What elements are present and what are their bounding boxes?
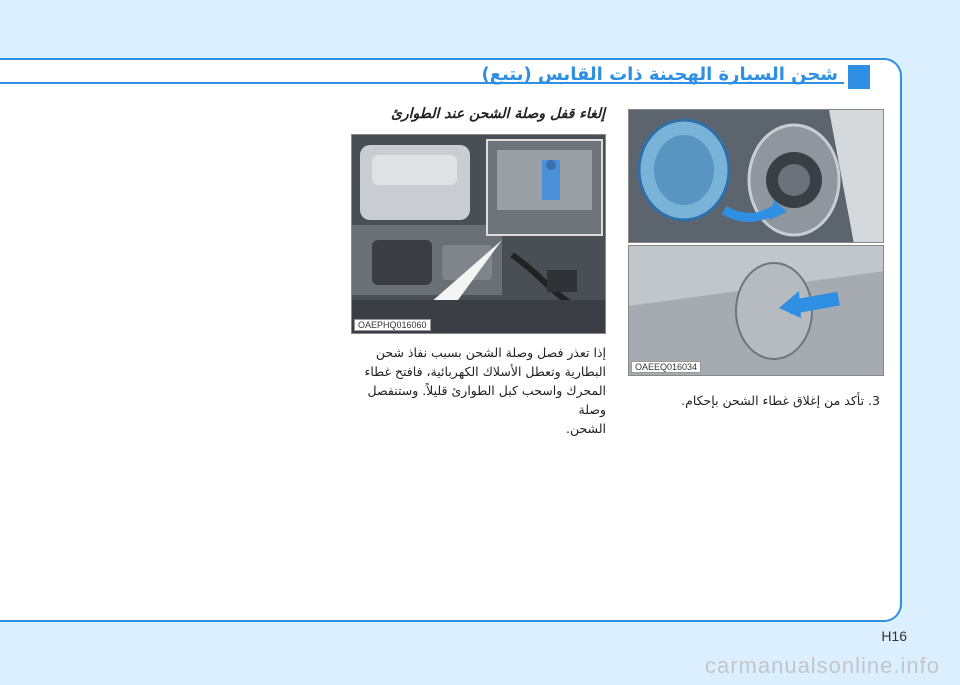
fuel-figure-code: OAEEQ016034 bbox=[631, 361, 701, 373]
step-3-text: 3. تأكد من إغلاق غطاء الشحن بإحكام. bbox=[681, 393, 880, 408]
instruction-line: الشحن. bbox=[566, 421, 606, 436]
site-watermark: carmanualsonline.info bbox=[704, 653, 940, 678]
emergency-unlock-instructions bbox=[350, 343, 606, 438]
engine-bay-figure bbox=[351, 134, 606, 334]
section-title: شحن السيارة الهجينة ذات القابس (يتبع) bbox=[481, 64, 838, 85]
charge-door-open-figure bbox=[628, 109, 884, 243]
header-marker bbox=[848, 65, 870, 89]
charge-door-closed-figure bbox=[628, 245, 884, 376]
engine-figure-code: OAEPHQ016060 bbox=[354, 319, 431, 331]
instruction-line: إذا تعذر فصل وصلة الشحن بسبب نفاذ شحن bbox=[375, 345, 606, 360]
instruction-line: البطارية وتعطل الأسلاك الكهربائية، فافتح غطاء bbox=[364, 364, 606, 379]
page-number: H16 bbox=[881, 628, 907, 644]
instruction-line: المحرك واسحب كبل الطوارئ قليلاً. وستنفصل وصلة bbox=[367, 383, 606, 417]
charge-door-open-illustration bbox=[629, 110, 884, 243]
charge-door-closed-illustration bbox=[629, 246, 884, 376]
engine-bay-illustration bbox=[352, 135, 606, 334]
section-header bbox=[0, 60, 870, 88]
subheading-emergency-unlock: إلغاء قفل وصلة الشحن عند الطوارئ bbox=[390, 106, 605, 122]
